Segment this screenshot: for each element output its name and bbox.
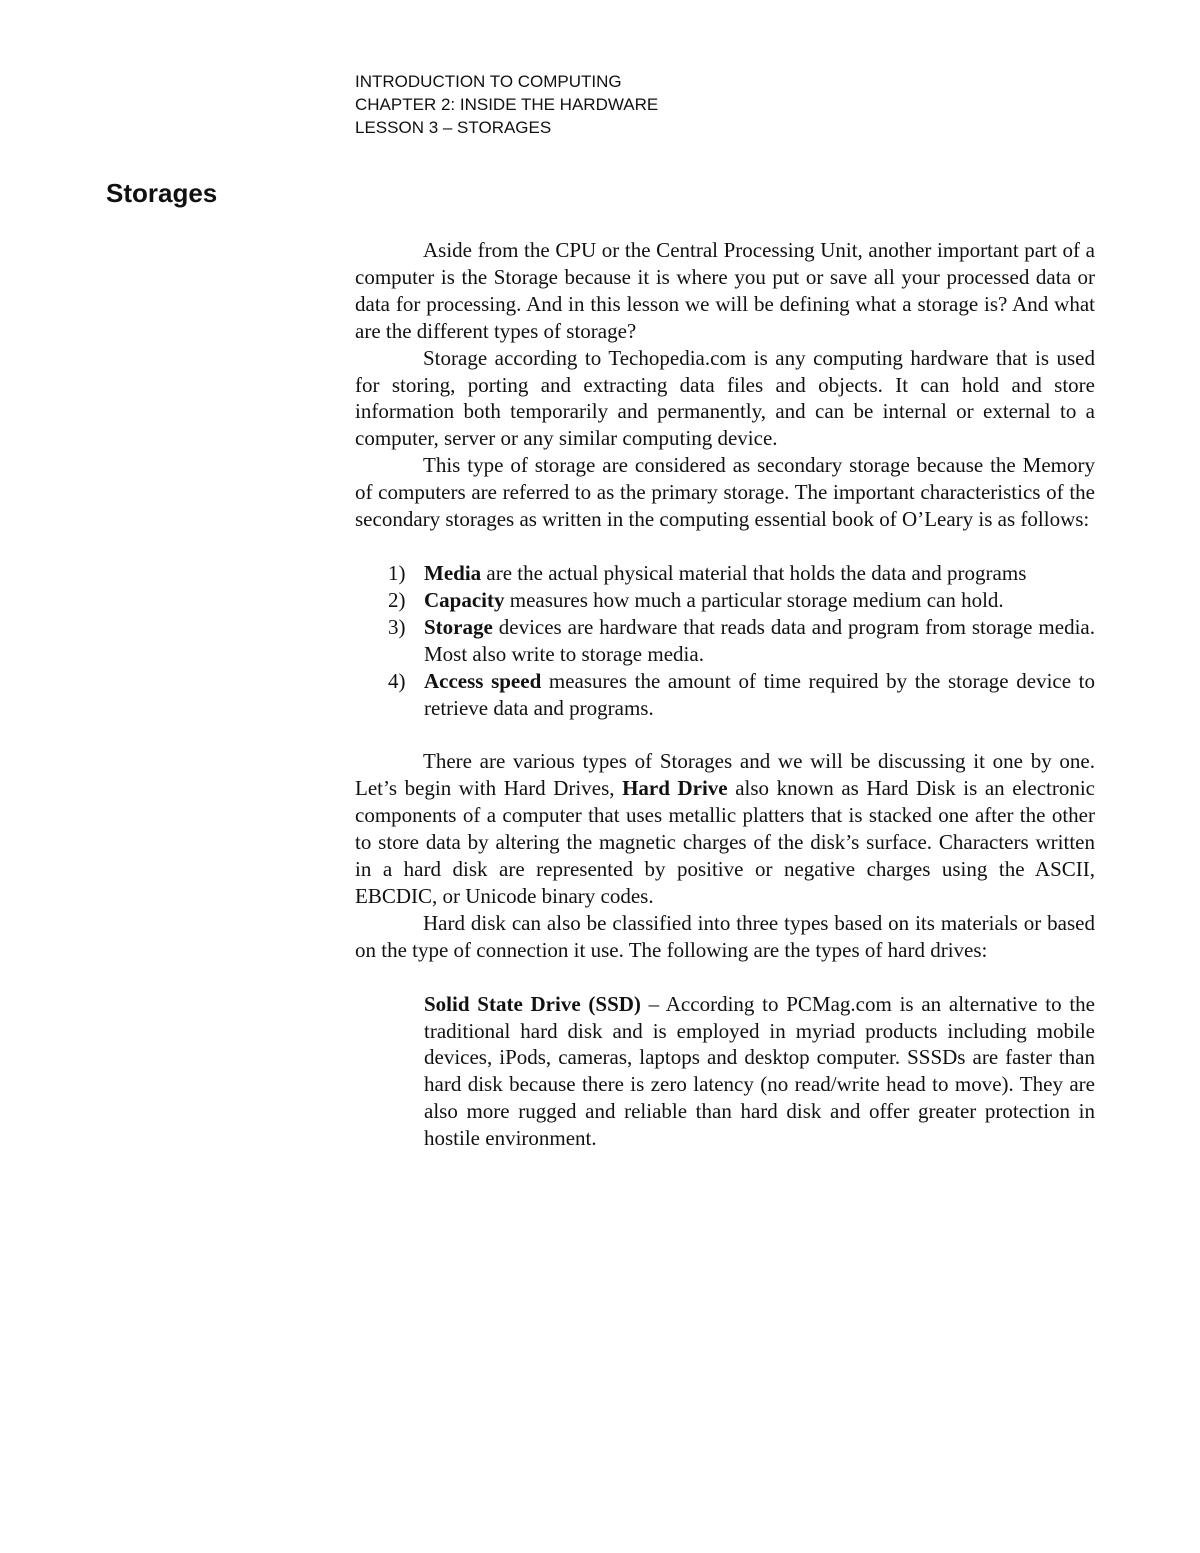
list-item-term: Media — [424, 560, 482, 585]
list-item-number: 3) — [388, 614, 406, 639]
ssd-definition — [424, 991, 1095, 1152]
definition-paragraph: Storage according to Techopedia.com is any computing hardware that is used for storing, porting and extracting data files and objects. It can hold and store information both temporarily and permanently, and can be internal or external to a computer, server or any similar computing device. — [355, 345, 1095, 451]
list-item — [355, 560, 1095, 587]
lesson-title: LESSON 3 – STORAGES — [355, 118, 552, 137]
list-item-number: 1) — [388, 560, 406, 585]
list-item-text: measures the amount of time required by the storage device to retrieve data and programs. — [424, 668, 1095, 720]
hard-drive-description: also known as Hard Disk is an electronic components of a computer that uses metallic platters that is stacked one after the other to store data by altering the magnetic charges of the disk’s surface. Characters written in a hard disk are represented by positive or negative charges using the ASCII, EBCDIC, or Unicode binary codes. — [355, 776, 1095, 908]
ssd-term: Solid State Drive (SSD) — [424, 991, 641, 1016]
secondary-storage-paragraph: This type of storage are considered as secondary storage because the Memory of computers are referred to as the primary storage. The important characteristics of the secondary storages as written in the computing essential book of O’Leary is as follows: — [355, 453, 1095, 532]
chapter-title: CHAPTER 2: INSIDE THE HARDWARE — [355, 95, 659, 114]
list-item-term: Access speed — [424, 668, 542, 693]
section-title: Storages — [106, 178, 218, 208]
list-item — [355, 587, 1095, 614]
hard-drive-paragraph — [355, 748, 1095, 909]
list-item — [355, 614, 1095, 668]
list-item-term: Storage — [424, 614, 493, 639]
hard-drive-intro-text: There are various types of Storages and we will be discussing it one by one. Let’s begin with Hard Drives, — [355, 749, 1095, 801]
list-item — [355, 668, 1095, 722]
list-item-term: Capacity — [424, 587, 505, 612]
body-text — [355, 237, 1095, 1152]
hard-disk-types-paragraph: Hard disk can also be classified into three types based on its materials or based on the type of connection it use. The following are the types of hard drives: — [355, 910, 1095, 962]
list-item-text: measures how much a particular storage medium can hold. — [504, 587, 1004, 612]
document-header — [355, 70, 658, 139]
characteristics-list — [355, 560, 1095, 721]
ssd-text: – According to PCMag.com is an alternative to the traditional hard disk and is employed in myriad products including mobile devices, iPods, cameras, laptops and desktop computer. SSSDs are faster than hard disk because there is zero latency (no read/write head to move). They are also more rugged and reliable than hard disk and offer greater protection in hostile environment. — [424, 991, 1095, 1151]
list-item-number: 4) — [388, 668, 406, 693]
hard-drive-term: Hard Drive — [622, 776, 728, 801]
list-item-text: devices are hardware that reads data and program from storage media. Most also write to storage media. — [424, 614, 1095, 666]
list-item-number: 2) — [388, 587, 406, 612]
list-item-text: are the actual physical material that holds the data and programs — [481, 560, 1027, 585]
intro-paragraph: Aside from the CPU or the Central Processing Unit, another important part of a computer is the Storage because it is where you put or save all your processed data or data for processing. And in this lesson we will be defining what a storage is? And what are the different types of storage? — [355, 238, 1095, 343]
course-title: INTRODUCTION TO COMPUTING — [355, 72, 622, 91]
